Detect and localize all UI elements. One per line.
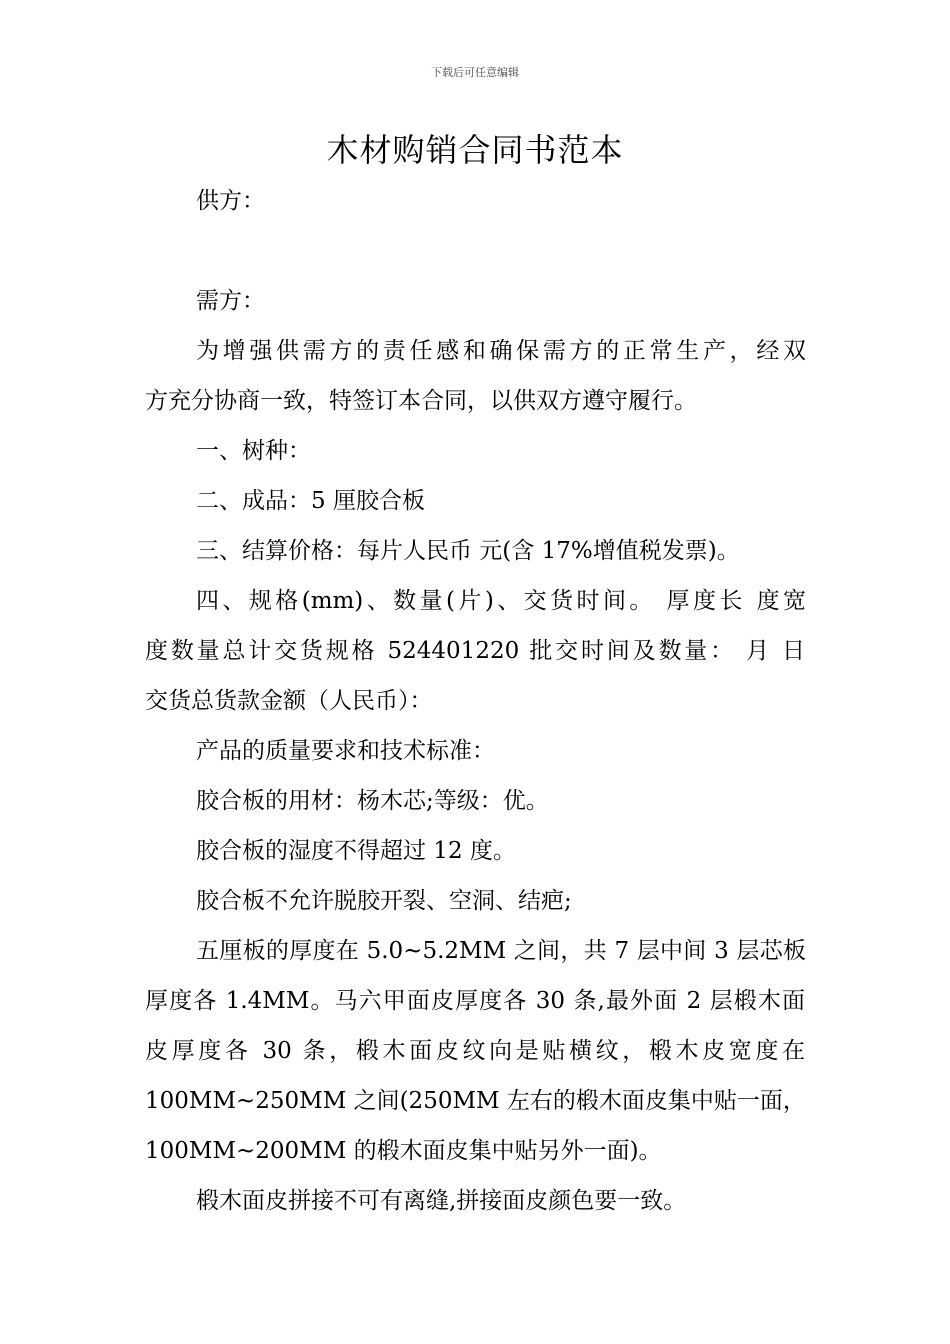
header-note: 下载后可任意编辑 xyxy=(431,66,519,79)
clause-tree-species: 一、树种： xyxy=(196,438,311,464)
paragraph-line: 100MM~250MM 之间(250MM 左右的椴木面皮集中贴一面， xyxy=(145,1088,806,1114)
clause-product: 二、成品：5 厘胶合板 xyxy=(196,488,425,514)
clause-price: 三、结算价格：每片人民币 元(含 17%增值税发票)。 xyxy=(196,538,740,564)
paragraph-line: 厚度各 1.4MM。马六甲面皮厚度各 30 条,最外面 2 层椴木面 xyxy=(145,988,805,1014)
paragraph-line: 100MM~200MM 的椴木面皮集中贴另外一面)。 xyxy=(145,1138,662,1164)
supplier-line: 供方： xyxy=(196,188,265,214)
buyer-line: 需方： xyxy=(196,288,265,314)
page-title: 木材购销合同书范本 xyxy=(326,131,624,169)
paragraph-line: 方充分协商一致，特签订本合同，以供双方遵守履行。 xyxy=(145,388,697,414)
quality-item: 椴木面皮拼接不可有离缝,拼接面皮颜色要一致。 xyxy=(196,1188,687,1214)
paragraph-line: 交货总货款金额（人民币）： xyxy=(145,688,433,714)
clause-spec: 四、规格(mm)、数量(片)、交货时间。 厚度长 度宽 xyxy=(196,588,806,614)
paragraph-line: 度数量总计交货规格 524401220 批交时间及数量： 月 日 xyxy=(145,638,805,664)
quality-item: 胶合板不允许脱胶开裂、空洞、结疤; xyxy=(196,888,572,914)
quality-heading: 产品的质量要求和技术标准： xyxy=(196,738,495,764)
paragraph-line: 为增强供需方的责任感和确保需方的正常生产，经双 xyxy=(196,338,806,364)
quality-item: 胶合板的用材：杨木芯;等级：优。 xyxy=(196,788,549,814)
quality-item: 五厘板的厚度在 5.0~5.2MM 之间，共 7 层中间 3 层芯板 xyxy=(196,938,806,964)
paragraph-line: 皮厚度各 30 条，椴木面皮纹向是贴横纹，椴木皮宽度在 xyxy=(145,1038,805,1064)
quality-item: 胶合板的湿度不得超过 12 度。 xyxy=(196,838,516,864)
